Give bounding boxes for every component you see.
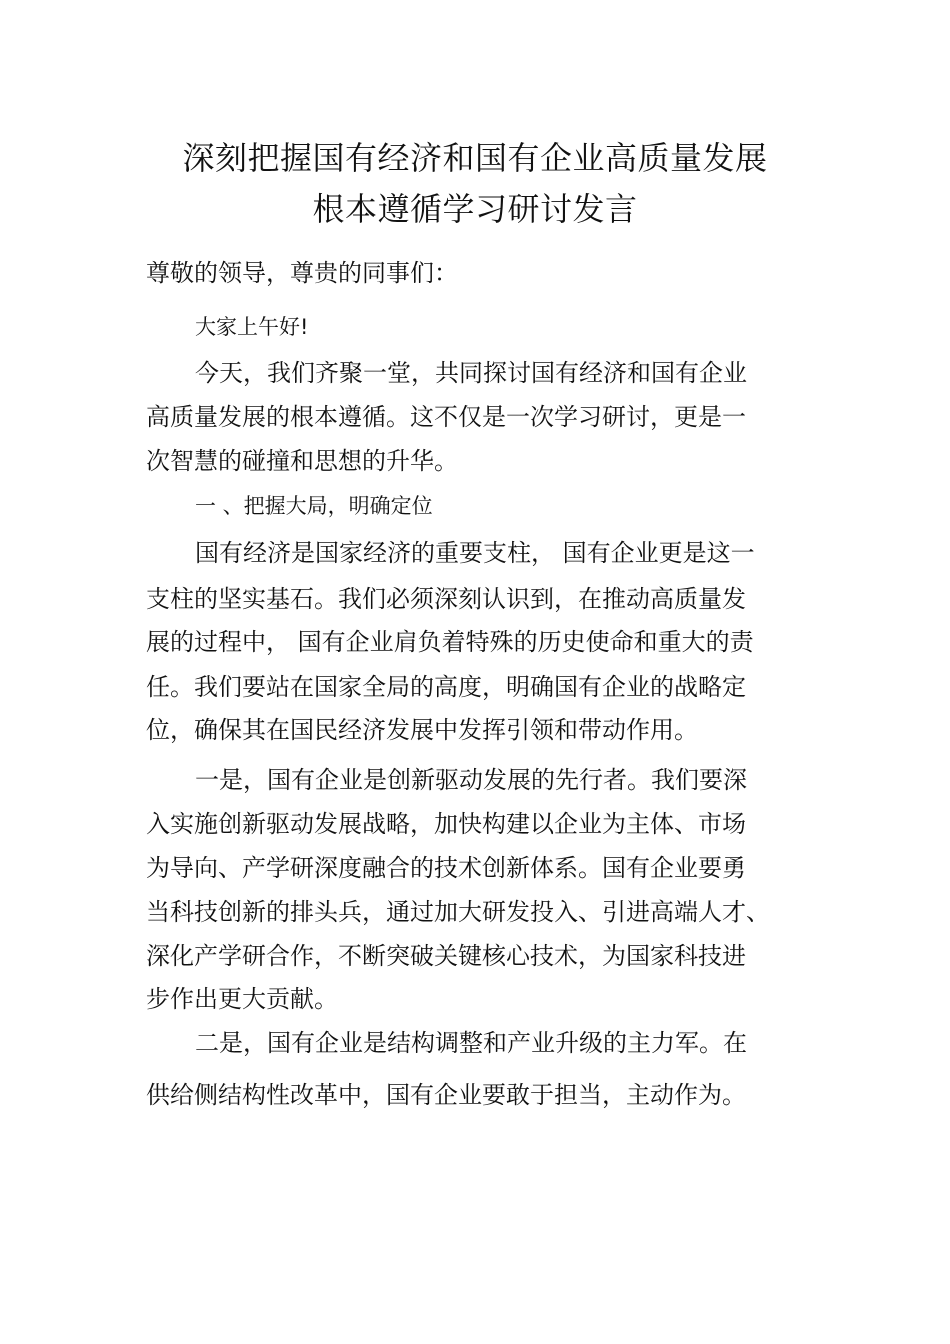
document-title-line-2: 根本遵循学习研讨发言	[312, 190, 638, 228]
paragraph-line: 支柱的坚实基石。我们必须深刻认识到，在推动高质量发	[146, 585, 746, 613]
paragraph-line: 高质量发展的根本遵循。这不仅是一次学习研讨，更是一	[146, 403, 746, 431]
paragraph-line: 入实施创新驱动发展战略，加快构建以企业为主体、市场	[146, 810, 746, 838]
paragraph-line: 为导向、产学研深度融合的技术创新体系。国有企业要勇	[146, 854, 746, 882]
paragraph-line: 任。我们要站在国家全局的高度，明确国有企业的战略定	[146, 673, 746, 701]
paragraph-line: 次智慧的碰撞和思想的升华。	[146, 447, 458, 475]
paragraph-line: 步作出更大贡献。	[146, 985, 338, 1013]
paragraph-line: 二是，国有企业是结构调整和产业升级的主力军。在	[195, 1029, 747, 1057]
salutation: 尊敬的领导，尊贵的同事们：	[146, 259, 458, 287]
paragraph-line: 一是，国有企业是创新驱动发展的先行者。我们要深	[195, 766, 747, 794]
section-heading: 一 、把握大局，明确定位	[195, 494, 433, 518]
greeting: 大家上午好!	[195, 315, 309, 339]
paragraph-line: 国有经济是国家经济的重要支柱， 国有企业更是这一	[195, 539, 755, 567]
paragraph-line: 供给侧结构性改革中，国有企业要敢于担当，主动作为。	[146, 1081, 746, 1109]
paragraph-line: 当科技创新的排头兵，通过加大研发投入、引进高端人才、	[146, 898, 770, 926]
paragraph-line: 展的过程中， 国有企业肩负着特殊的历史使命和重大的责	[146, 628, 754, 656]
document-title-line-1: 深刻把握国有经济和国有企业高质量发展	[182, 139, 768, 177]
paragraph-line: 深化产学研合作，不断突破关键核心技术，为国家科技进	[146, 942, 746, 970]
paragraph-line: 位，确保其在国民经济发展中发挥引领和带动作用。	[146, 716, 698, 744]
paragraph-line: 今天，我们齐聚一堂，共同探讨国有经济和国有企业	[195, 359, 747, 387]
